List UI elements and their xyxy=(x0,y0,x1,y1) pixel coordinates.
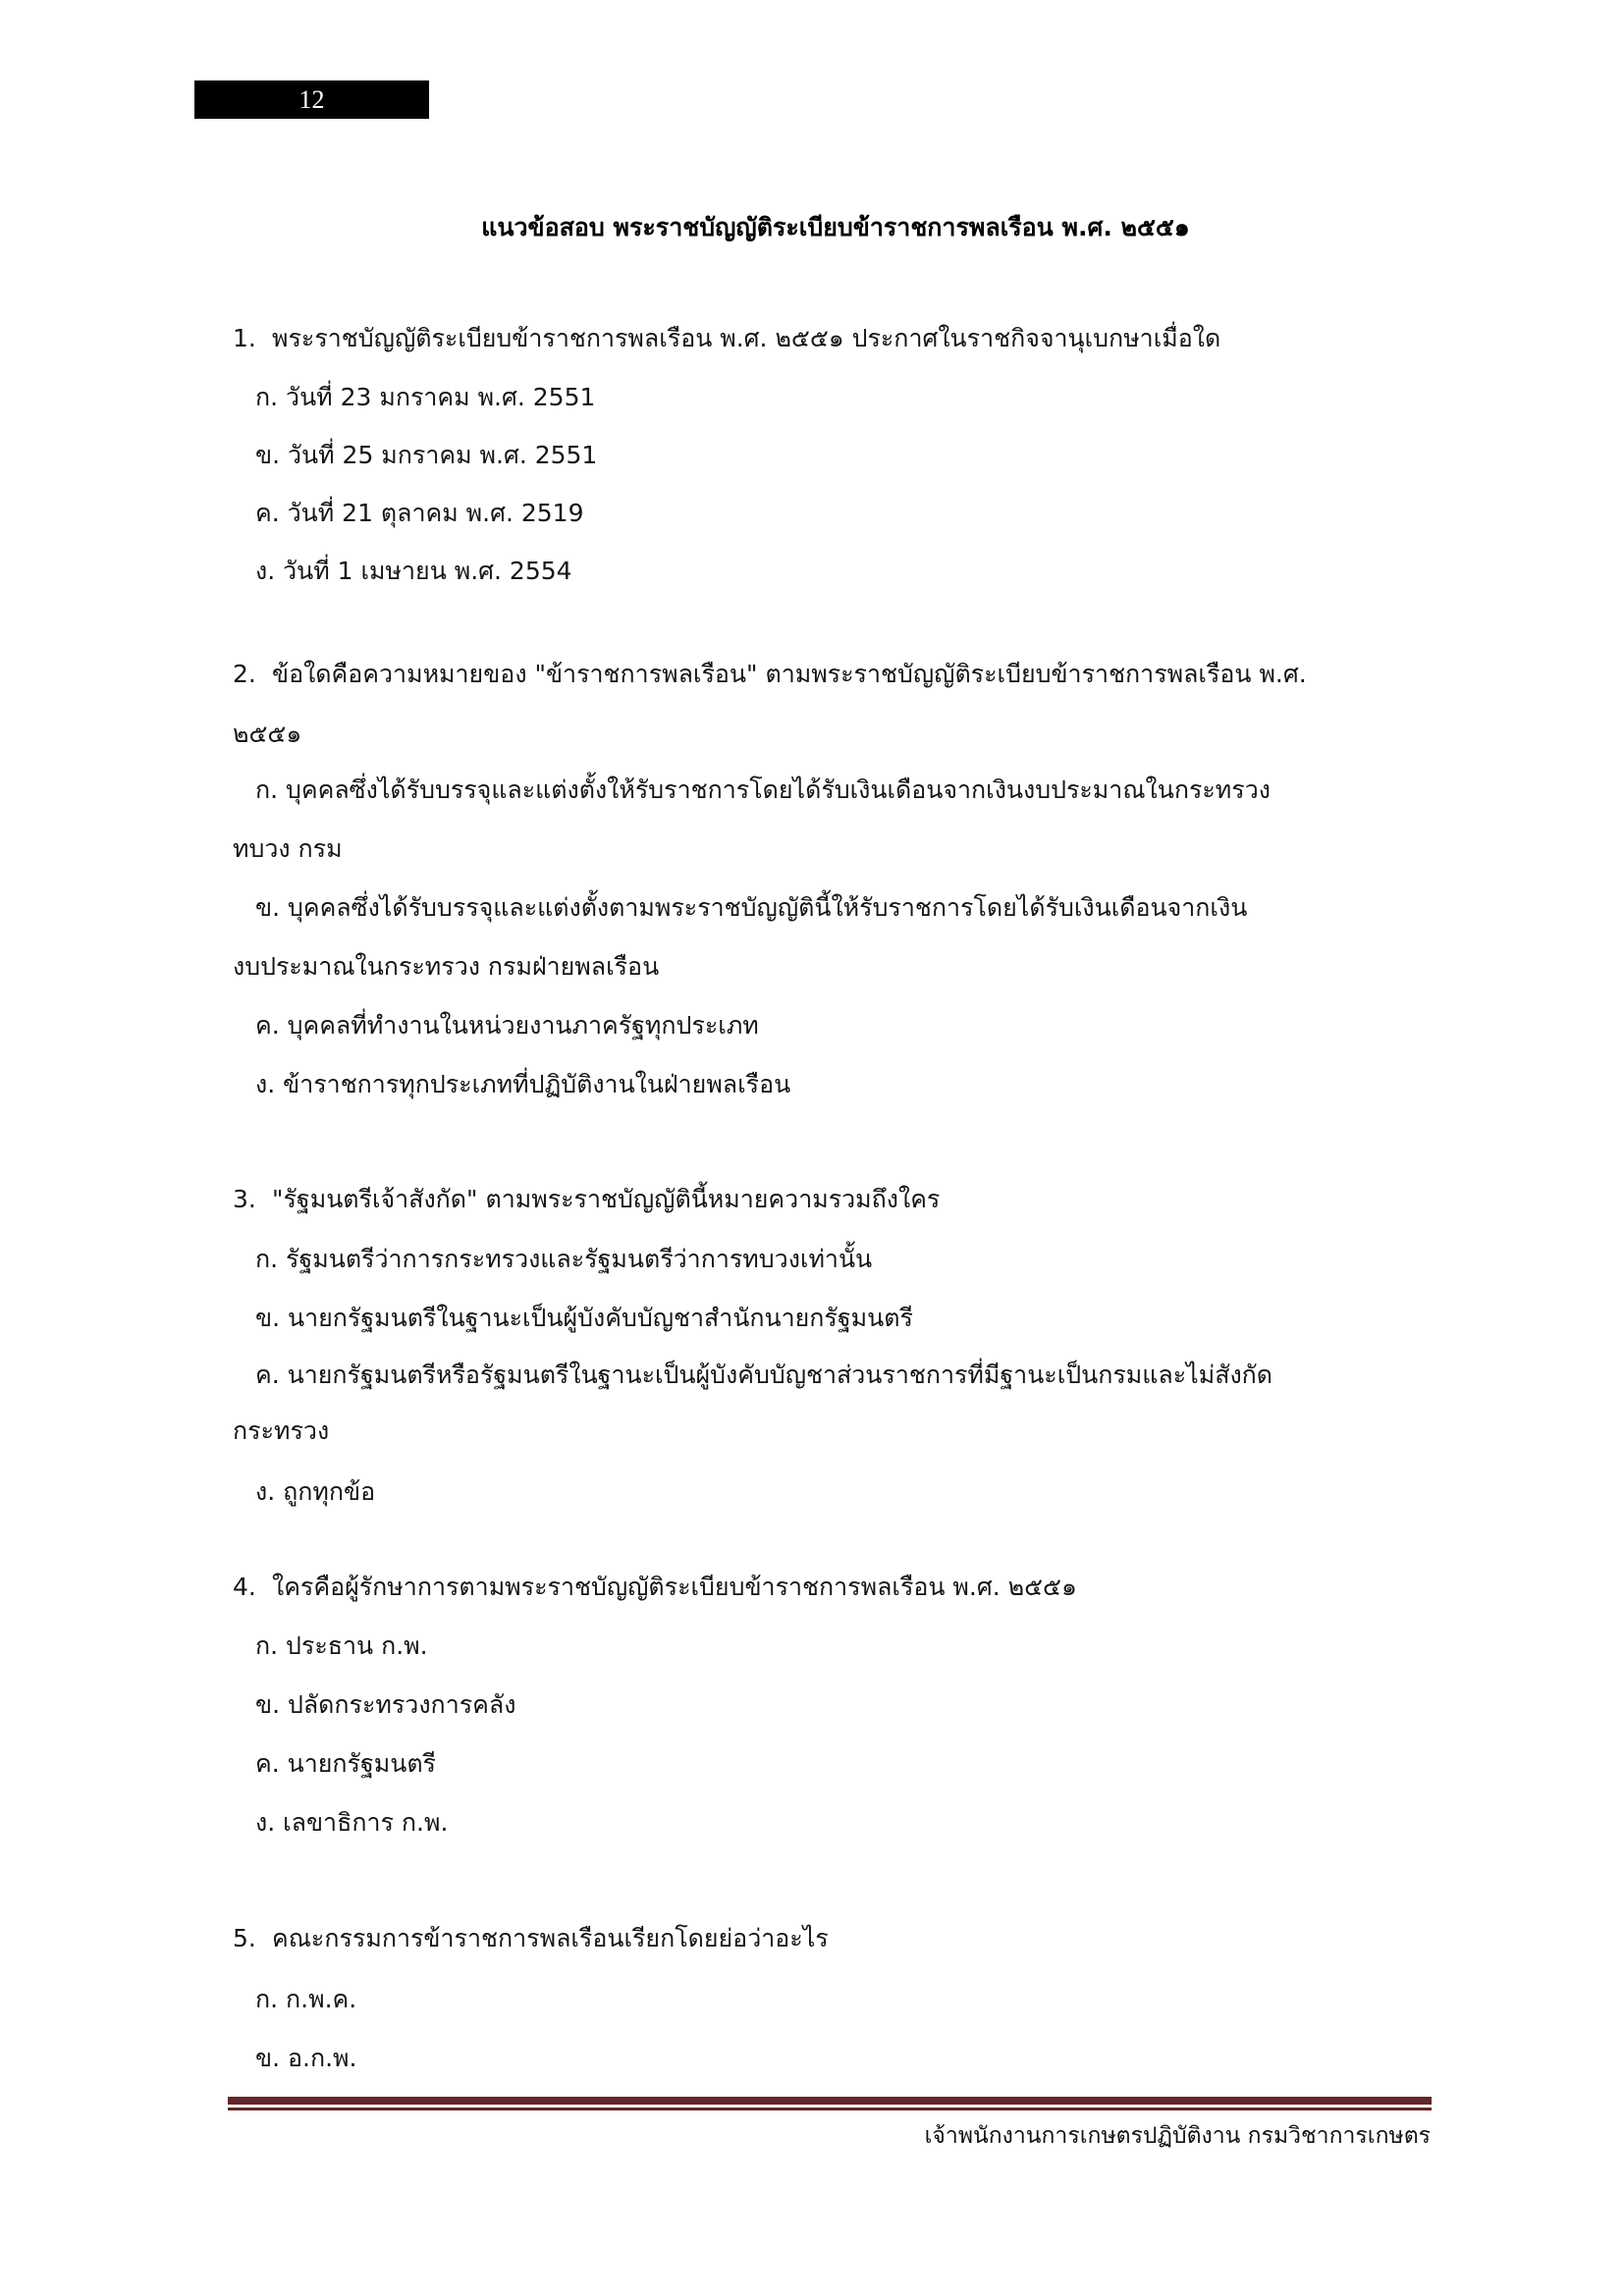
q1-option-b: ข. วันที่ 25 มกราคม พ.ศ. 2551 xyxy=(255,441,598,469)
question-2-continued: ๒๕๕๑ xyxy=(233,720,302,748)
q1-option-d: ง. วันที่ 1 เมษายน พ.ศ. 2554 xyxy=(255,557,572,585)
q3-option-d: ง. ถูกทุกข้อ xyxy=(255,1477,376,1506)
q4-option-b: ข. ปลัดกระทรวงการคลัง xyxy=(255,1690,516,1719)
question-3 xyxy=(233,1180,940,1219)
page-number: 12 xyxy=(298,84,325,114)
question-text: พระราชบัญญัติระเบียบข้าราชการพลเรือน พ.ศ. ๒๕๕๑ ประกาศในราชกิจจานุเบกษาเมื่อใด xyxy=(272,324,1221,352)
q2-option-d: ง. ข้าราชการทุกประเภทที่ปฏิบัติงานในฝ่ายพลเรือน xyxy=(255,1070,791,1098)
question-1 xyxy=(233,319,1220,358)
footer-rule-thick xyxy=(228,2097,1432,2105)
q2-option-a: ก. บุคคลซึ่งได้รับบรรจุและแต่งตั้งให้รับราชการโดยได้รับเงินเดือนจากเงินงบประมาณในกระทรวง xyxy=(255,775,1271,804)
question-number: 3. xyxy=(233,1185,256,1213)
q5-option-a: ก. ก.พ.ค. xyxy=(255,1985,357,2013)
q2-option-a-continued: ทบวง กรม xyxy=(233,834,343,863)
question-4 xyxy=(233,1568,1077,1607)
question-2 xyxy=(233,655,1307,694)
document-title: แนวข้อสอบ พระราชบัญญัติระเบียบข้าราชการพลเรือน พ.ศ. ๒๕๕๑ xyxy=(481,213,1190,241)
q3-option-b: ข. นายกรัฐมนตรีในฐานะเป็นผู้บังคับบัญชาสำนักนายกรัฐมนตรี xyxy=(255,1304,913,1332)
q3-option-c: ค. นายกรัฐมนตรีหรือรัฐมนตรีในฐานะเป็นผู้บังคับบัญชาส่วนราชการที่มีฐานะเป็นกรมและไม่สังกัด xyxy=(255,1361,1273,1389)
q2-option-b-continued: งบประมาณในกระทรวง กรมฝ่ายพลเรือน xyxy=(233,952,660,981)
q2-option-c: ค. บุคคลที่ทำงานในหน่วยงานภาครัฐทุกประเภท xyxy=(255,1011,759,1040)
question-text: ข้อใดคือความหมายของ "ข้าราชการพลเรือน" ตามพระราชบัญญัติระเบียบข้าราชการพลเรือน พ.ศ. xyxy=(272,660,1307,688)
q4-option-a: ก. ประธาน ก.พ. xyxy=(255,1631,428,1660)
question-number: 2. xyxy=(233,660,256,688)
question-5 xyxy=(233,1919,829,1958)
question-number: 5. xyxy=(233,1924,256,1952)
q5-option-b: ข. อ.ก.พ. xyxy=(255,2044,357,2072)
q3-option-a: ก. รัฐมนตรีว่าการกระทรวงและรัฐมนตรีว่าการทบวงเท่านั้น xyxy=(255,1245,873,1273)
q3-option-c-continued: กระทรวง xyxy=(233,1416,330,1445)
footer-rule-thin xyxy=(228,2108,1432,2110)
page-number-box xyxy=(194,80,429,119)
question-text: ใครคือผู้รักษาการตามพระราชบัญญัติระเบียบข้าราชการพลเรือน พ.ศ. ๒๕๕๑ xyxy=(272,1573,1077,1601)
question-text: "รัฐมนตรีเจ้าสังกัด" ตามพระราชบัญญัตินี้หมายความรวมถึงใคร xyxy=(272,1185,941,1213)
q1-option-c: ค. วันที่ 21 ตุลาคม พ.ศ. 2519 xyxy=(255,499,584,527)
question-number: 1. xyxy=(233,324,256,352)
question-number: 4. xyxy=(233,1573,256,1601)
footer-text: เจ้าพนักงานการเกษตรปฏิบัติงาน กรมวิชาการเกษตร xyxy=(924,2123,1431,2149)
q4-option-c: ค. นายกรัฐมนตรี xyxy=(255,1749,436,1778)
q4-option-d: ง. เลขาธิการ ก.พ. xyxy=(255,1808,449,1837)
q2-option-b: ข. บุคคลซึ่งได้รับบรรจุและแต่งตั้งตามพระราชบัญญัตินี้ให้รับราชการโดยได้รับเงินเดือนจากเงิน xyxy=(255,893,1248,922)
q1-option-a: ก. วันที่ 23 มกราคม พ.ศ. 2551 xyxy=(255,383,596,411)
question-text: คณะกรรมการข้าราชการพลเรือนเรียกโดยย่อว่าอะไร xyxy=(272,1924,829,1952)
